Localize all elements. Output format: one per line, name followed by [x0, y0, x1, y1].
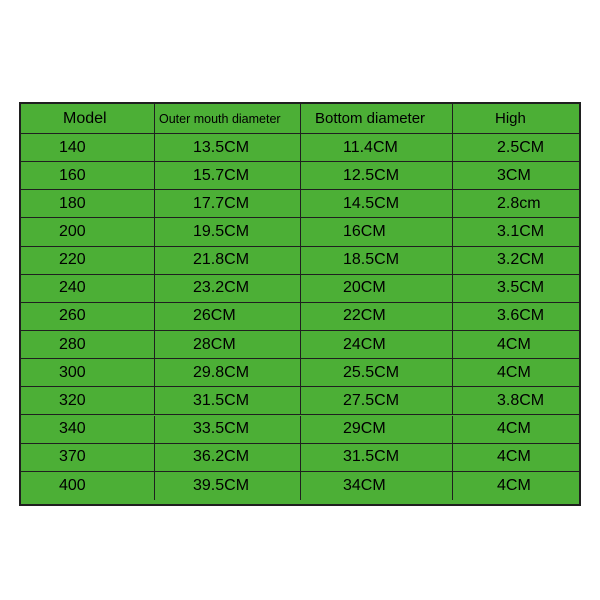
- table-row: [21, 247, 579, 275]
- header-bottom-diameter: Bottom diameter: [301, 104, 453, 133]
- cell-model: 340: [21, 416, 155, 443]
- header-row: [21, 104, 579, 134]
- cell-bottom-diameter: 16CM: [301, 218, 453, 245]
- table-row: [21, 472, 579, 500]
- cell-high: 4CM: [497, 335, 531, 353]
- cell-high: 3.1CM: [497, 223, 545, 240]
- cell-outer-mouth-diameter: 23.2CM: [155, 275, 301, 302]
- table-row: [21, 190, 579, 218]
- table-row: [21, 359, 579, 387]
- cell-outer-mouth-diameter: 28CM: [155, 331, 301, 358]
- cell-bottom-diameter: 24CM: [301, 331, 453, 358]
- cell-bottom-diameter: 34CM: [301, 472, 453, 500]
- cell-high: 4CM: [497, 448, 531, 466]
- table-row: [21, 134, 579, 162]
- cell-bottom-diameter: 11.4CM: [301, 134, 453, 161]
- cell-high: 3.2CM: [497, 251, 545, 269]
- cell-outer-mouth-diameter: 29.8CM: [155, 359, 301, 386]
- cell-model: 320: [21, 387, 155, 414]
- table-row: [21, 303, 579, 331]
- cell-outer-mouth-diameter: 21.8CM: [155, 247, 301, 274]
- cell-outer-mouth-diameter: 33.5CM: [155, 416, 301, 443]
- table-row: [21, 162, 579, 190]
- cell-outer-mouth-diameter: 31.5CM: [155, 387, 301, 414]
- cell-model: 280: [21, 331, 155, 358]
- cell-model: 260: [21, 303, 155, 330]
- cell-bottom-diameter: 27.5CM: [301, 387, 453, 414]
- cell-bottom-diameter: 25.5CM: [301, 359, 453, 386]
- cell-outer-mouth-diameter: 19.5CM: [155, 218, 301, 245]
- cell-high: 4CM: [497, 476, 531, 494]
- cell-model: 240: [21, 275, 155, 302]
- cell-bottom-diameter: 31.5CM: [301, 444, 453, 471]
- header-outer-mouth-diameter: Outer mouth diameter: [155, 104, 301, 133]
- cell-high: 3.8CM: [497, 391, 545, 409]
- cell-bottom-diameter: 18.5CM: [301, 247, 453, 274]
- cell-high: 3.6CM: [497, 307, 545, 325]
- cell-model: 370: [21, 444, 155, 471]
- cell-outer-mouth-diameter: 15.7CM: [155, 162, 301, 189]
- cell-high: 4CM: [497, 363, 531, 381]
- cell-model: 160: [21, 162, 155, 189]
- table-row: [21, 218, 579, 246]
- size-table: [19, 102, 581, 506]
- cell-model: 400: [21, 472, 155, 500]
- header-model: Model: [21, 104, 155, 133]
- cell-outer-mouth-diameter: 13.5CM: [155, 134, 301, 161]
- cell-model: 300: [21, 359, 155, 386]
- cell-high: 2.8cm: [497, 194, 541, 212]
- table-row: [21, 275, 579, 303]
- cell-model: 140: [21, 134, 155, 161]
- cell-bottom-diameter: 12.5CM: [301, 162, 453, 189]
- cell-model: 180: [21, 190, 155, 217]
- cell-bottom-diameter: 29CM: [301, 416, 453, 443]
- cell-bottom-diameter: 20CM: [301, 275, 453, 302]
- cell-outer-mouth-diameter: 36.2CM: [155, 444, 301, 471]
- cell-high: 3.5CM: [497, 279, 545, 297]
- cell-high: 3CM: [497, 166, 531, 184]
- cell-model: 220: [21, 247, 155, 274]
- cell-model: 200: [21, 218, 155, 245]
- cell-bottom-diameter: 22CM: [301, 303, 453, 330]
- table-row: [21, 444, 579, 472]
- cell-high: 4CM: [497, 420, 531, 438]
- cell-outer-mouth-diameter: 17.7CM: [155, 190, 301, 217]
- header-high: High: [495, 110, 526, 127]
- table-row: [21, 387, 579, 415]
- table-row: [21, 416, 579, 444]
- table-row: [21, 331, 579, 359]
- cell-outer-mouth-diameter: 39.5CM: [155, 472, 301, 500]
- cell-high: 2.5CM: [497, 138, 545, 156]
- cell-bottom-diameter: 14.5CM: [301, 190, 453, 217]
- cell-outer-mouth-diameter: 26CM: [155, 303, 301, 330]
